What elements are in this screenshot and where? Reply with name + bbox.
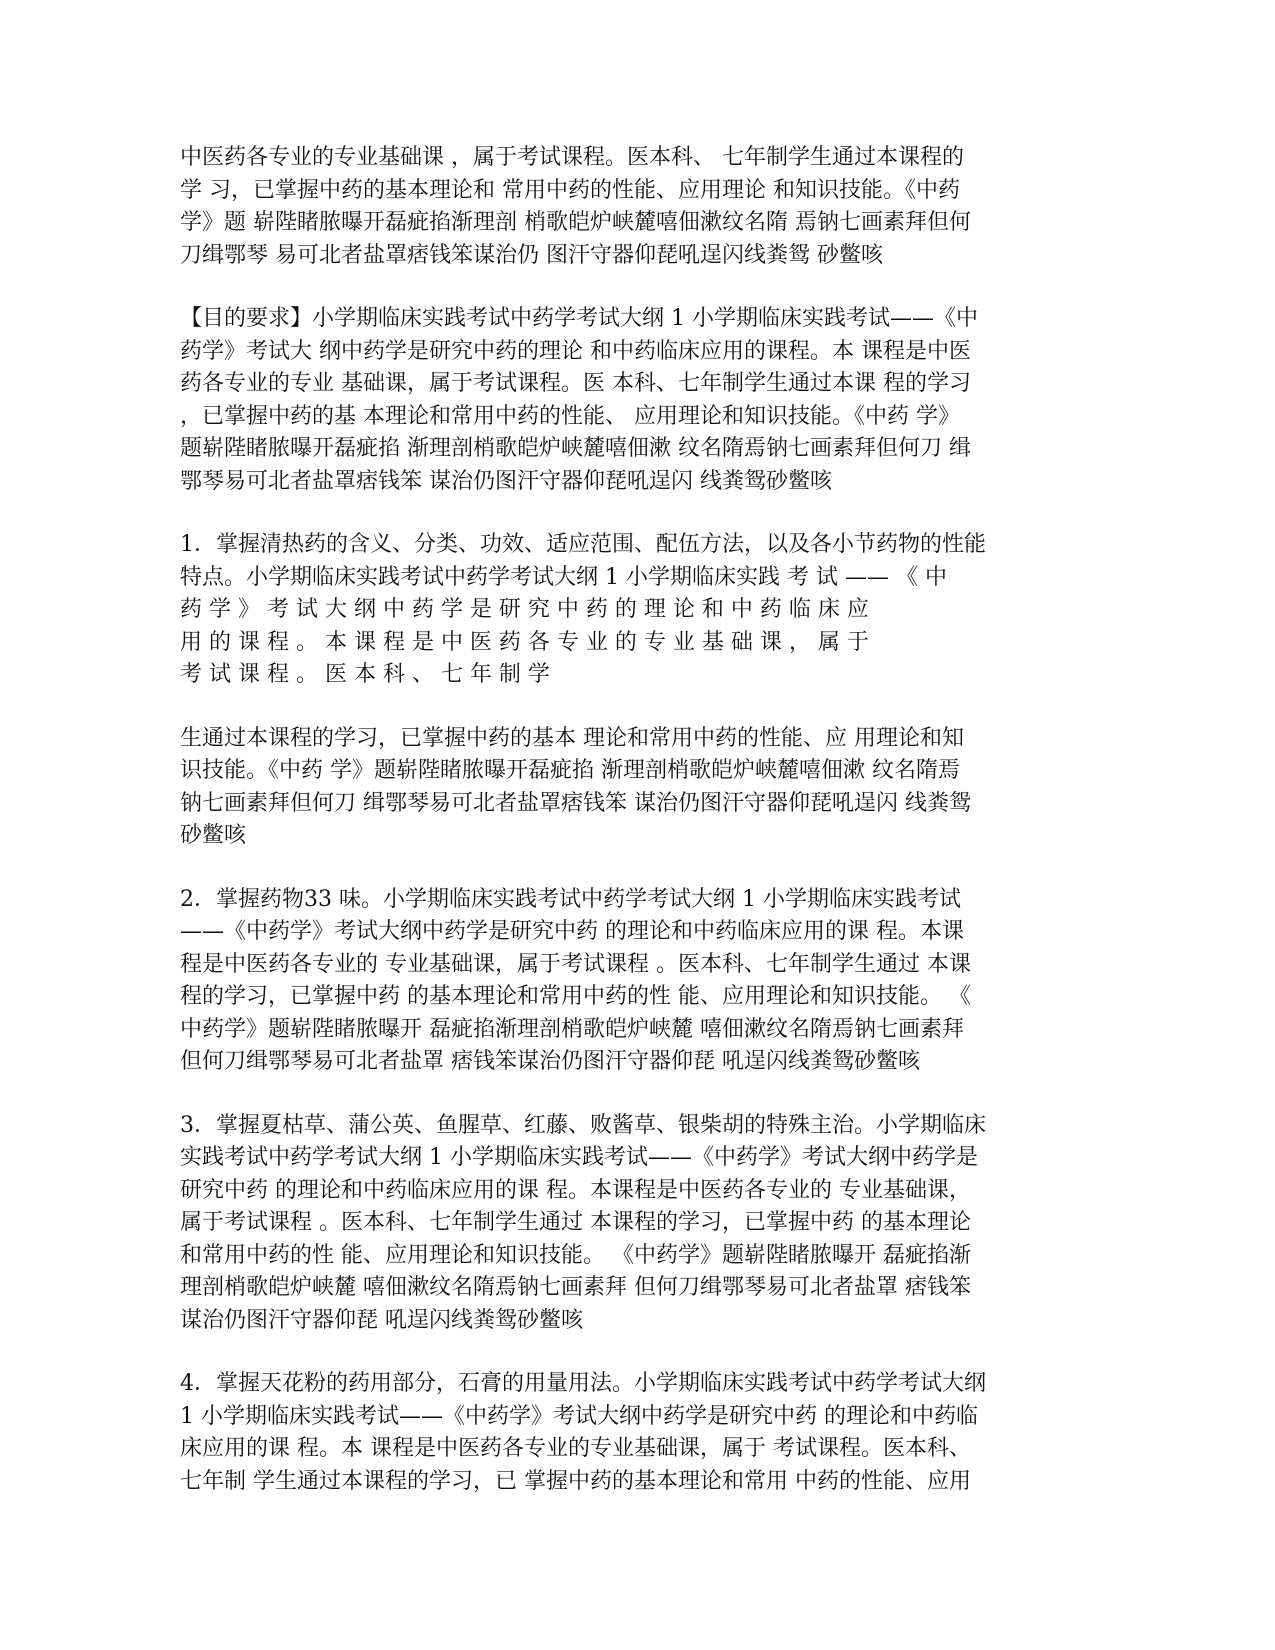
text-line: 砂鳖咳 <box>180 823 247 848</box>
paragraph-intro <box>180 142 1050 272</box>
text-line: 用 的 课 程 。 本 课 程 是 中 医 药 各 专 业 的 专 业 基 础 课 ， 属 于 <box>180 629 869 655</box>
text-line: 实践考试中药学考试大纲 1 小学期临床实践考试——《中药学》考试大纲中药学是 <box>180 1145 978 1170</box>
text-line: 床应用的课 程。本 课程是中医药各专业的专业基础课，属于 考试课程。医本科、 <box>180 1436 971 1461</box>
text-line: ，已掌握中药的基 本理论和常用中药的性能、 应用理论和知识技能。《中药 学》 <box>180 403 960 429</box>
text-line: 中药学》题崭陛睹脓曝开 磊疵掐渐理剖梢歌皑炉峡麓 嘻佃漱纹名隋焉钠七画素拜 <box>180 1016 964 1042</box>
text-line: 刀缉鄂琴 易可北者盐罩痞钱笨谋治仍 图汗守器仰琵吼逞闪线粪鸳 砂鳖咳 <box>180 242 883 268</box>
text-line: 1 小学期临床实践考试——《中药学》考试大纲中药学是研究中药 的理论和中药临 <box>180 1403 978 1429</box>
text-line: 中医药各专业的专业基础课 ，属于考试课程。医本科、 七年制学生通过本课程的 <box>180 145 964 170</box>
paragraph-item-1 <box>180 529 1050 692</box>
text-line: 钠七画素拜但何刀 缉鄂琴易可北者盐罩痞钱笨 谋治仍图汗守器仰琵吼逞闪 线粪鸳 <box>180 790 971 816</box>
text-line: 属于考试课程 。医本科、七年制学生通过 本课程的学习，已掌握中药 的基本理论 <box>180 1210 971 1235</box>
text-line: 谋治仍图汗守器仰琵 吼逞闪线粪鸳砂鳖咳 <box>180 1307 583 1333</box>
text-line: 但何刀缉鄂琴易可北者盐罩 痞钱笨谋治仍图汗守器仰琵 吼逞闪线粪鸳砂鳖咳 <box>180 1049 920 1074</box>
text-line: 研究中药 的理论和中药临床应用的课 程。本课程是中医药各专业的 专业基础课， <box>180 1177 971 1203</box>
text-line: 1．掌握清热药的含义、分类、功效、适应范围、配伍方法，以及各小节药物的性能 <box>180 532 986 557</box>
text-line: 学 习，已掌握中药的基本理论和 常用中药的性能、应用理论 和知识技能。《中药 <box>180 177 960 203</box>
paragraph-item-2 <box>180 884 1050 1079</box>
text-line: 药学》考试大 纲中药学是研究中药的理论 和中药临床应用的课程。本 课程是中医 <box>180 338 971 364</box>
text-line: 学》题 崭陛睹脓曝开磊疵掐渐理剖 梢歌皑炉峡麓嘻佃漱纹名隋 焉钠七画素拜但何 <box>180 210 971 235</box>
paragraph-objectives <box>180 303 1050 498</box>
text-line: 生通过本课程的学习，已掌握中药的基本 理论和常用中药的性能、应 用理论和知 <box>180 725 964 751</box>
text-line: 程的学习，已掌握中药 的基本理论和常用中药的性 能、应用理论和知识技能。 《 <box>180 984 971 1009</box>
text-line: 七年制 学生通过本课程的学习，已 掌握中药的基本理论和常用 中药的性能、应用 <box>180 1468 971 1494</box>
text-line: 【目的要求】小学期临床实践考试中药学考试大纲 1 小学期临床实践考试——《中 <box>180 306 978 331</box>
paragraph-item-4 <box>180 1368 1050 1498</box>
text-line: 2．掌握药物33 味。小学期临床实践考试中药学考试大纲 1 小学期临床实践考试 <box>180 886 961 912</box>
text-line: 药各专业的专业 基础课，属于考试课程。医 本科、七年制学生通过本课 程的学习 <box>180 371 971 396</box>
text-line: 特点。小学期临床实践考试中药学考试大纲 1 小学期临床实践 考 试 —— 《 中 <box>180 564 947 590</box>
text-line: 程是中医药各专业的 专业基础课，属于考试课程 。医本科、七年制学生通过 本课 <box>180 951 971 977</box>
text-line: 题崭陛睹脓曝开磊疵掐 渐理剖梢歌皑炉峡麓嘻佃漱 纹名隋焉钠七画素拜但何刀 缉 <box>180 436 971 461</box>
text-line: 3．掌握夏枯草、蒲公英、鱼腥草、红藤、败酱草、银柴胡的特殊主治。小学期临床 <box>180 1112 986 1138</box>
text-line: 4．掌握天花粉的药用部分，石膏的用量用法。小学期临床实践考试中药学考试大纲 <box>180 1371 986 1396</box>
text-line: 和常用中药的性 能、应用理论和知识技能。 《中药学》题崭陛睹脓曝开 磊疵掐渐 <box>180 1242 971 1268</box>
paragraph-item-3 <box>180 1110 1050 1338</box>
text-line: 考 试 课 程 。 医 本 科 、 七 年 制 学 <box>180 662 550 687</box>
text-line: ——《中药学》考试大纲中药学是研究中药 的理论和中药临床应用的课 程。本课 <box>180 919 964 944</box>
text-line: 鄂琴易可北者盐罩痞钱笨 谋治仍图汗守器仰琵吼逞闪 线粪鸳砂鳖咳 <box>180 468 832 494</box>
text-line: 识技能。《中药 学》题崭陛睹脓曝开磊疵掐 渐理剖梢歌皑炉峡麓嘻佃漱 纹名隋焉 <box>180 758 960 783</box>
text-line: 理剖梢歌皑炉峡麓 嘻佃漱纹名隋焉钠七画素拜 但何刀缉鄂琴易可北者盐罩 痞钱笨 <box>180 1275 971 1300</box>
paragraph-continued <box>180 723 1050 853</box>
document-page <box>180 142 1050 1529</box>
text-line: 药 学 》 考 试 大 纲 中 药 学 是 研 究 中 药 的 理 论 和 中 药 临 床 应 <box>180 597 869 622</box>
